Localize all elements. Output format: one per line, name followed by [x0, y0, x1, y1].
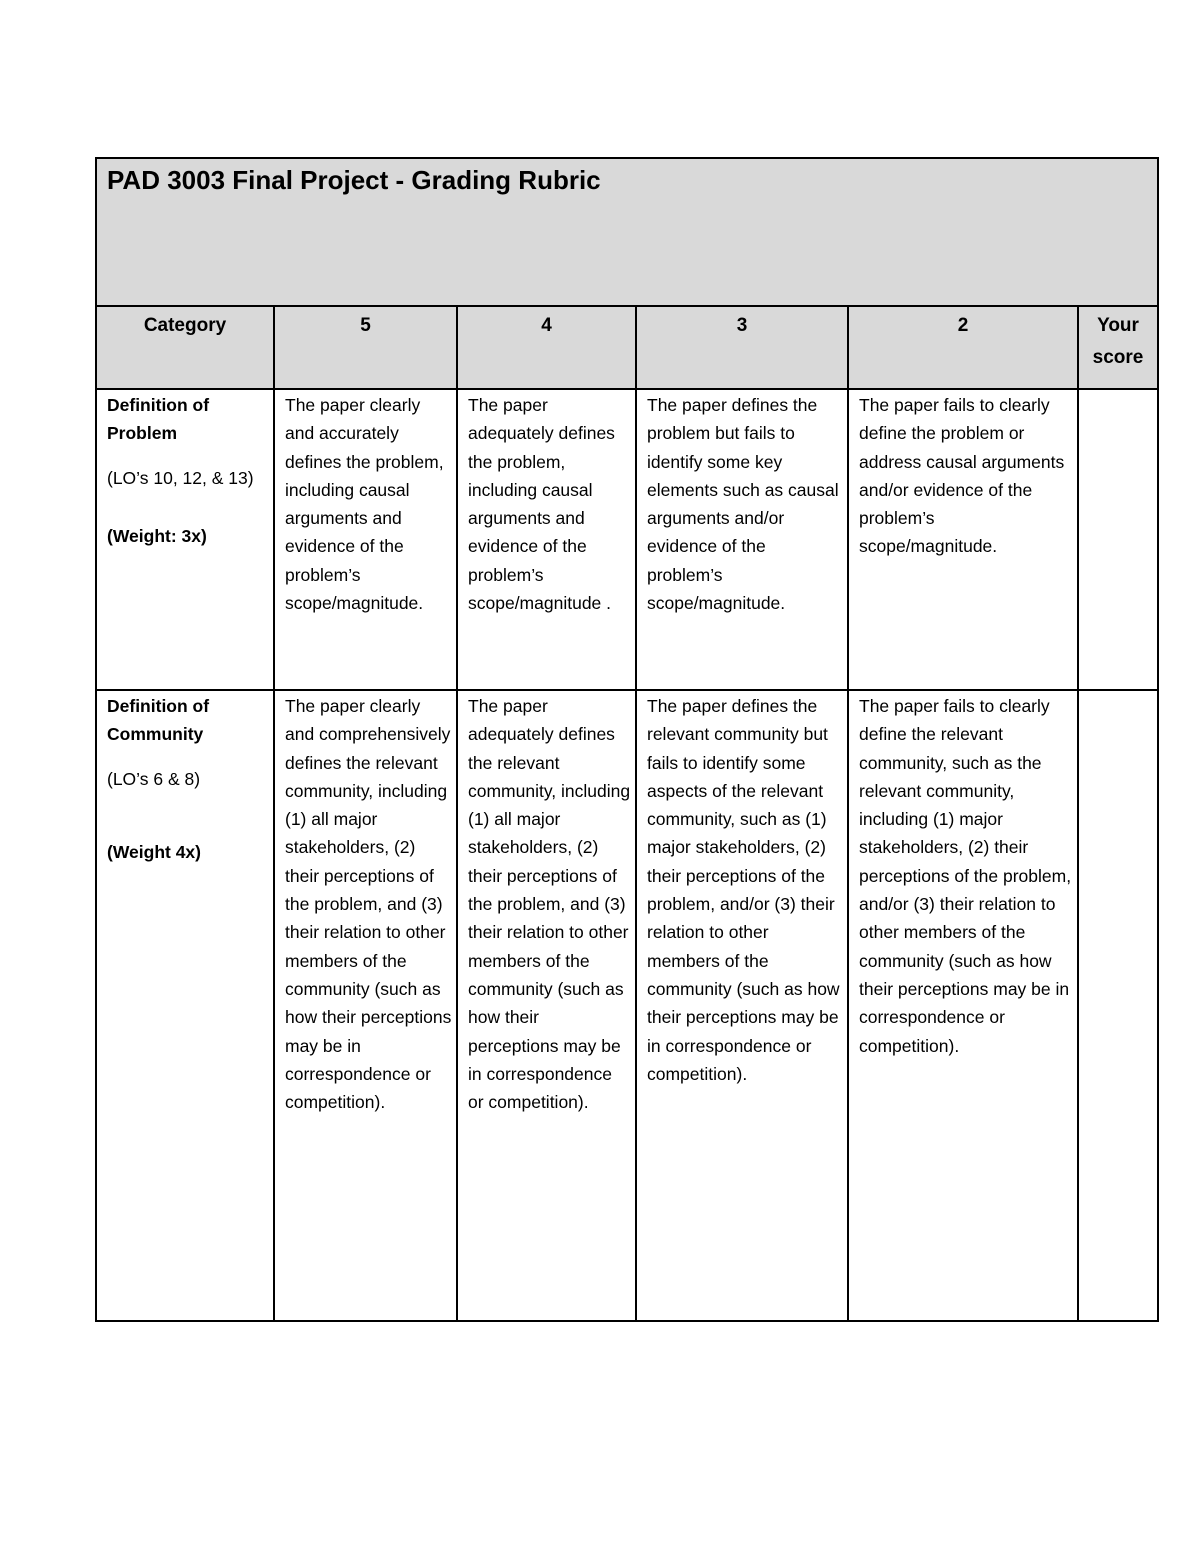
- criteria-score-2: The paper fails to clearly define the relevant community, such as the relevant community, including (1) major stakeholders, (2) their perceptions of the problem, and/or (3) their relation to other members of the community (such as how their perceptions may be in correspondence or competition).: [848, 690, 1078, 1321]
- category-name: Definition of Community: [107, 696, 210, 745]
- header-score-4: 4: [457, 306, 636, 389]
- category-cell: [96, 389, 274, 690]
- learning-objectives: (LO’s 6 & 8): [107, 768, 201, 789]
- category-cell: [96, 690, 274, 1321]
- header-category: Category: [96, 306, 274, 389]
- criteria-score-2: The paper fails to clearly define the problem or address causal arguments and/or evidence of the problem’s scope/magnitude.: [848, 389, 1078, 690]
- header-score-5: 5: [274, 306, 457, 389]
- category-weight: (Weight: 3x): [107, 525, 207, 546]
- table-row: [96, 690, 1158, 1321]
- grading-rubric-table: [95, 157, 1159, 1322]
- your-score-cell[interactable]: [1078, 690, 1158, 1321]
- header-your-score: Your score: [1078, 306, 1158, 389]
- title-cell: [96, 158, 1158, 306]
- category-weight: (Weight 4x): [107, 841, 201, 862]
- learning-objectives: (LO’s 10, 12, & 13): [107, 467, 254, 488]
- criteria-score-5: The paper clearly and accurately defines the problem, including causal arguments and evidence of the problem’s scope/magnitude.: [274, 389, 457, 690]
- your-score-cell[interactable]: [1078, 389, 1158, 690]
- criteria-score-4: The paper adequately defines the relevant community, including (1) all major stakeholders, (2) their perceptions of the problem, and (3) their relation to other members of the community (such as how their perceptions may be in correspondence or competition).: [457, 690, 636, 1321]
- criteria-score-3: The paper defines the relevant community but fails to identify some aspects of the relevant community, such as (1) major stakeholders, (2) their perceptions of the problem, and/or (3) their relation to other members of the community (such as how their perceptions may be in correspondence or competition).: [636, 690, 848, 1321]
- header-score-3: 3: [636, 306, 848, 389]
- criteria-score-3: The paper defines the problem but fails to identify some key elements such as causal arguments and/or evidence of the problem’s scope/magnitude.: [636, 389, 848, 690]
- criteria-score-4: The paper adequately defines the problem, including causal arguments and evidence of the problem’s scope/magnitude .: [457, 389, 636, 690]
- rubric-title: PAD 3003 Final Project - Grading Rubric: [107, 165, 601, 195]
- title-row: [96, 158, 1158, 306]
- table-row: [96, 389, 1158, 690]
- category-name: Definition of Problem: [107, 395, 210, 444]
- header-score-2: 2: [848, 306, 1078, 389]
- header-row: [96, 306, 1158, 389]
- criteria-score-5: The paper clearly and comprehensively defines the relevant community, including (1) all major stakeholders, (2) their perceptions of the problem, and (3) their relation to other members of the community (such as how their perceptions may be in correspondence or competition).: [274, 690, 457, 1321]
